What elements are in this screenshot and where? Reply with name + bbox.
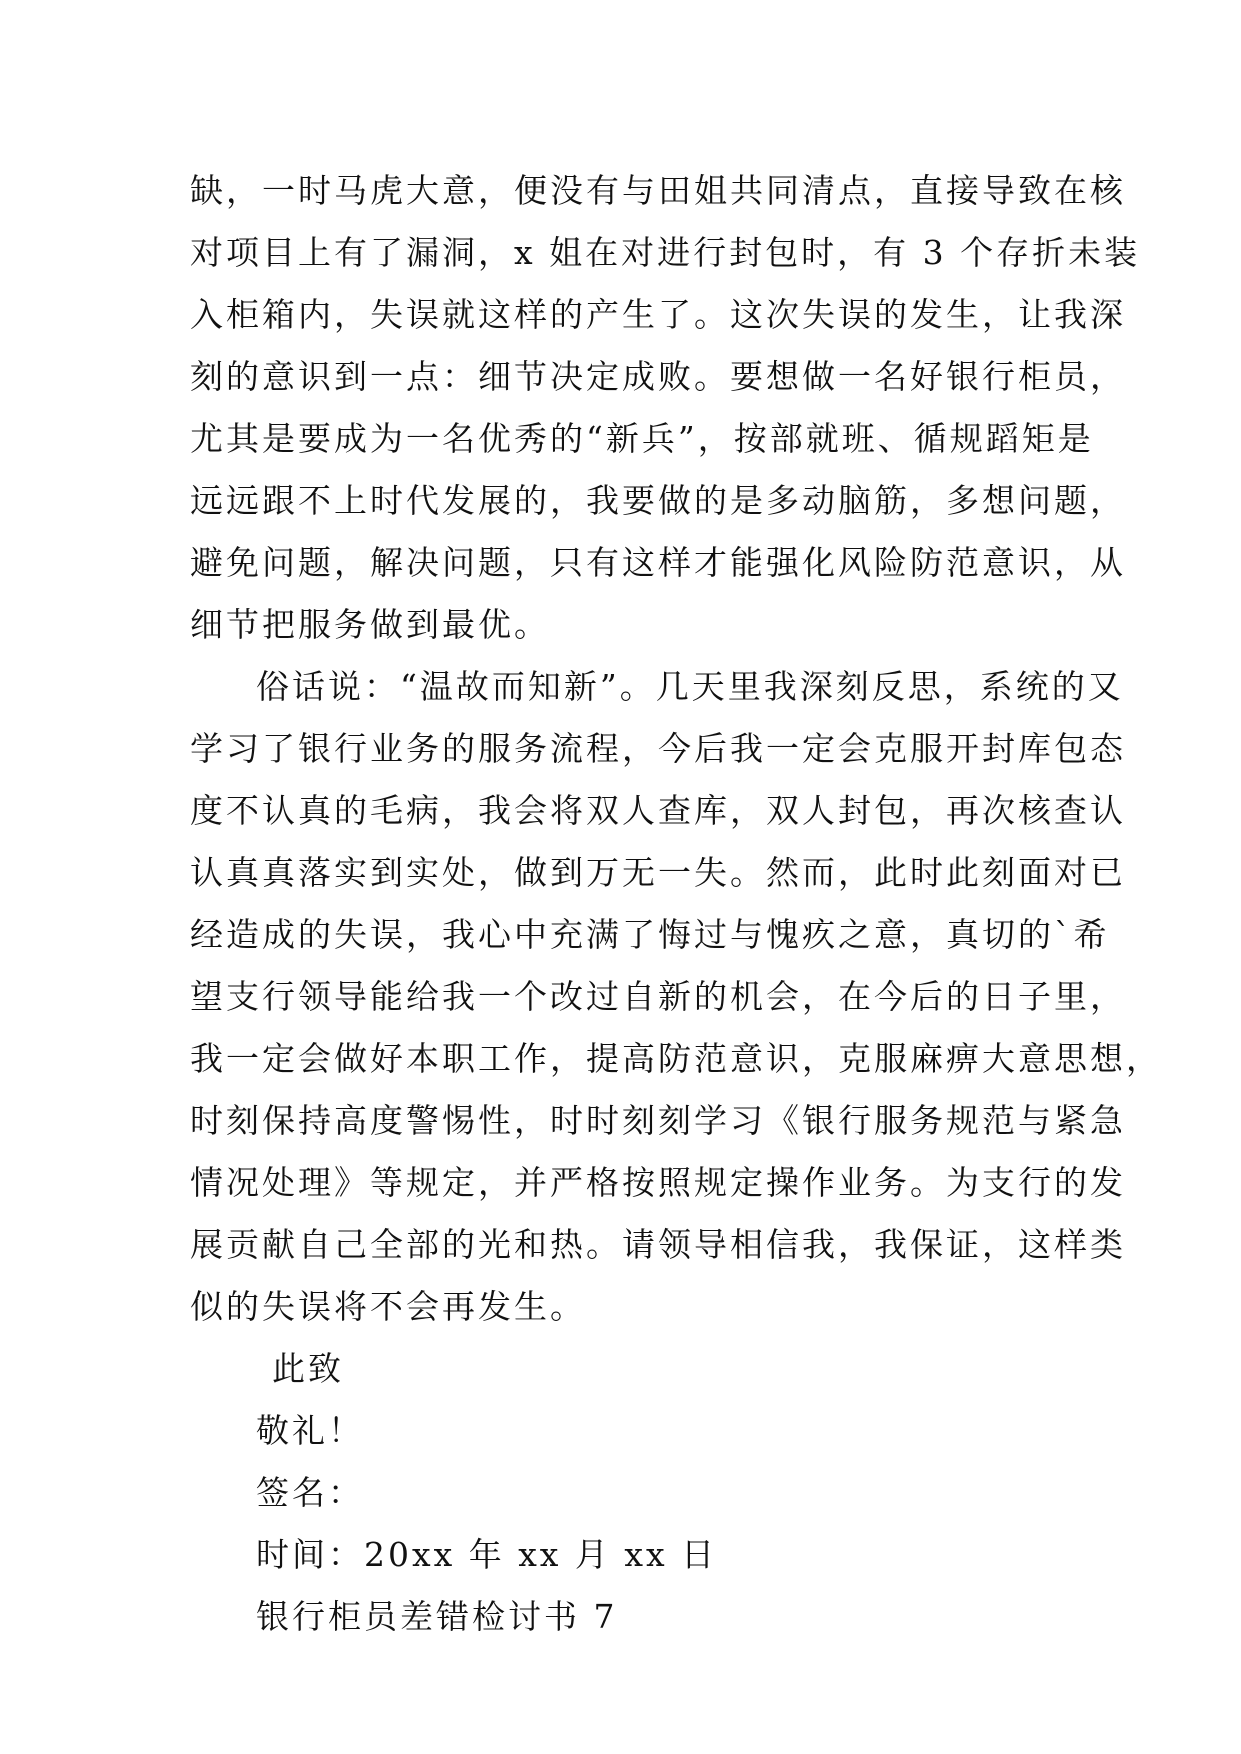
text-line: 缺，一时马虎大意，便没有与田姐共同清点，直接导致在核	[190, 171, 1126, 210]
text-line: 远远跟不上时代发展的，我要做的是多动脑筋，多想问题，	[190, 481, 1126, 520]
text-line: 似的失误将不会再发生。	[190, 1287, 586, 1326]
document-body	[190, 160, 1162, 1648]
text-line: 入柜箱内，失误就这样的产生了。这次失误的发生，让我深	[190, 295, 1126, 334]
text-line: 认真真落实到实处，做到万无一失。然而，此时此刻面对已	[190, 853, 1126, 892]
salutation-text: 敬礼！	[256, 1411, 364, 1450]
text-line: 避免问题，解决问题，只有这样才能强化风险防范意识，从	[190, 543, 1126, 582]
paragraph-2	[190, 656, 1162, 1338]
closing-text: 此致	[272, 1349, 344, 1388]
text-line: 刻的意识到一点：细节决定成败。要想做一名好银行柜员，	[190, 357, 1126, 396]
signature-line: 签名：	[256, 1473, 364, 1512]
text-line: 细节把服务做到最优。	[190, 605, 550, 644]
text-line: 情况处理》等规定，并严格按照规定操作业务。为支行的发	[190, 1163, 1126, 1202]
paragraph-1	[190, 160, 1141, 656]
next-section-title: 银行柜员差错检讨书 7	[256, 1597, 618, 1636]
text-line: 俗话说：“温故而知新”。几天里我深刻反思，系统的又	[256, 667, 1124, 706]
text-line: 学习了银行业务的服务流程，今后我一定会克服开封库包态	[190, 729, 1126, 768]
text-line: 度不认真的毛病，我会将双人查库，双人封包，再次核查认	[190, 791, 1126, 830]
text-line: 我一定会做好本职工作，提高防范意识，克服麻痹大意思想，	[190, 1039, 1162, 1078]
text-line: 经造成的失误，我心中充满了悔过与愧疚之意，真切的`希	[190, 915, 1110, 954]
text-line: 时刻保持高度警惕性，时时刻刻学习《银行服务规范与紧急	[190, 1101, 1126, 1140]
text-line: 展贡献自己全部的光和热。请领导相信我，我保证，这样类	[190, 1225, 1126, 1264]
text-line: 望支行领导能给我一个改过自新的机会，在今后的日子里，	[190, 977, 1126, 1016]
text-line: 对项目上有了漏洞，x 姐在对进行封包时，有 3 个存折未装	[190, 233, 1141, 272]
text-line: 尤其是要成为一名优秀的“新兵”，按部就班、循规蹈矩是	[190, 419, 1094, 458]
date-line: 时间：20xx 年 xx 月 xx 日	[256, 1535, 718, 1574]
